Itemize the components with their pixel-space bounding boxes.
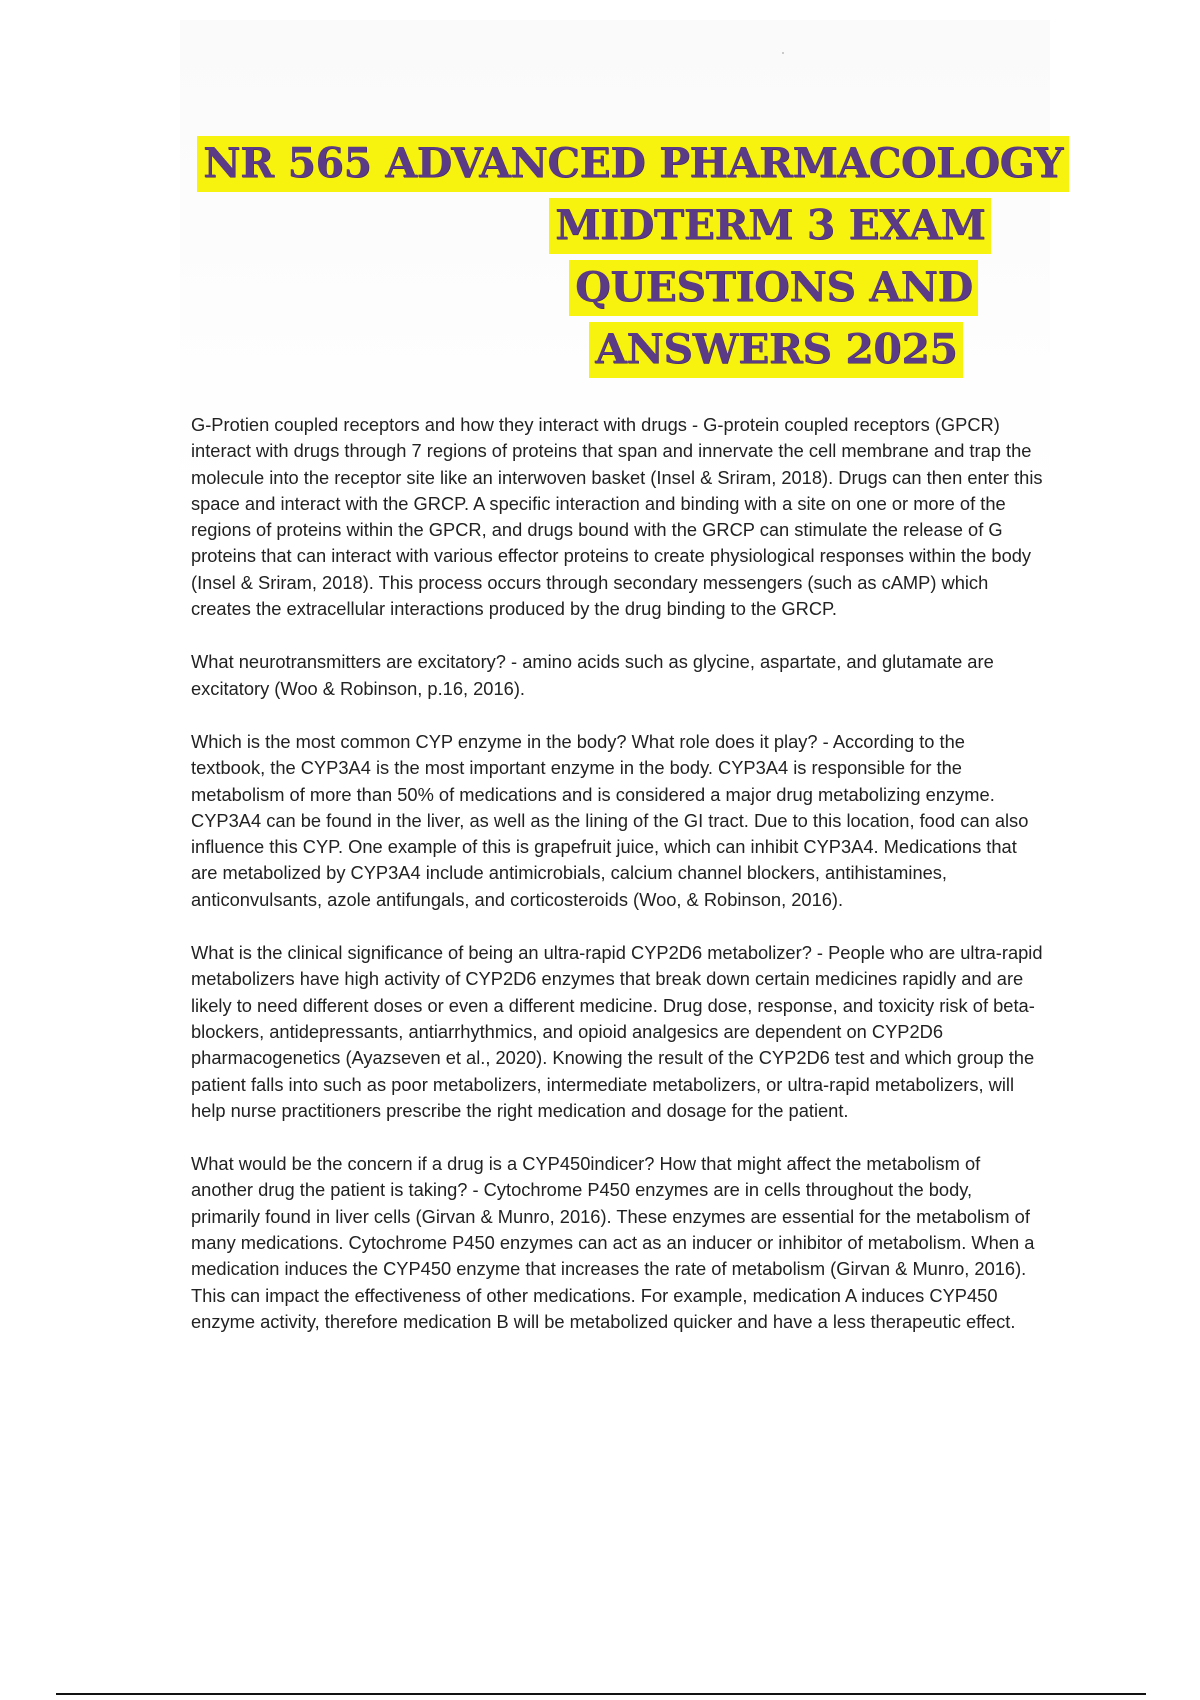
qa-item-cyp2d6: What is the clinical significance of being an ultra-rapid CYP2D6 metabolizer? - People who are ultra-rapid metabolizers have high activity of CYP2D6 enzymes that break down certain medicines rapidly and are likely to need different doses or even a different medicine. Drug dose, response, and toxicity risk of beta-blockers, antidepressants, antiarrhythmics, and opioid analgesics are dependent on CYP2D6 pharmacogenetics (Ayazseven et al., 2020). Knowing the result of the CYP2D6 test and which group the patient falls into such as poor metabolizers, intermediate metabolizers, or ultra-rapid metabolizers, will help nurse practitioners prescribe the right medication and dosage for the patient. [191,942,1043,1121]
title-line-4: ANSWERS 2025 [589,322,963,378]
qa-item-cyp450-inducer: What would be the concern if a drug is a CYP450indicer? How that might affect the metabolism of another drug the patient is taking? - Cytochrome P450 enzymes are in cells throughout the body, primarily found in liver cells (Girvan & Munro, 2016). These enzymes are essential for the metabolism of many medications. Cytochrome P450 enzymes can act as an inducer or inhibitor of metabolism. When a medication induces the CYP450 enzyme that increases the rate of metabolism (Girvan & Munro, 2016). This can impact the effectiveness of other medications. For example, medication A induces CYP450 enzyme activity, therefore medication B will be metabolized quicker and have a less therapeutic effect. [191,1153,1035,1332]
title-line-2: MIDTERM 3 EXAM [549,198,991,254]
bottom-divider [56,1693,1146,1695]
qa-item-cyp3a4: Which is the most common CYP enzyme in the body? What role does it play? - According to the textbook, the CYP3A4 is the most important enzyme in the body. CYP3A4 is responsible for the metabolism of more than 50% of medications and is considered a major drug metabolizing enzyme. CYP3A4 can be found in the liver, as well as the lining of the GI tract. Due to this location, food can also influence this CYP. One example of this is grapefruit juice, which can inhibit CYP3A4. Medications that are metabolized by CYP3A4 include antimicrobials, calcium channel blockers, antihistamines, anticonvulsants, azole antifungals, and corticosteroids (Woo, & Robinson, 2016). [191,730,1029,910]
qa-item-gpcr: G-Protien coupled receptors and how they interact with drugs - G-protein coupled receptors (GPCR) interact with drugs through 7 regions of proteins that span and innervate the cell membrane and trap the molecule into the receptor site like an interwoven basket (Insel & Sriram, 2018). Drugs can then enter this space and interact with the GRCP. A specific interaction and binding with a site on one or more of the regions of proteins within the GPCR, and drugs bound with the GRCP can stimulate the release of G proteins that can interact with various effector proteins to create physiological responses within the body (Insel & Sriram, 2018). This process occurs through secondary messengers (such as cAMP) which creates the extracellular interactions produced by the drug binding to the GRCP. [191,414,1043,620]
title-line-1: NR 565 ADVANCED PHARMACOLOGY [197,136,1069,192]
qa-list [191,412,1043,1362]
scan-speck [782,52,784,54]
qa-item-neurotransmitters: What neurotransmitters are excitatory? - amino acids such as glycine, aspartate, and glutamate are excitatory (Woo & Robinson, p.16, 2016). [191,651,994,699]
title-line-3: QUESTIONS AND [569,260,978,316]
